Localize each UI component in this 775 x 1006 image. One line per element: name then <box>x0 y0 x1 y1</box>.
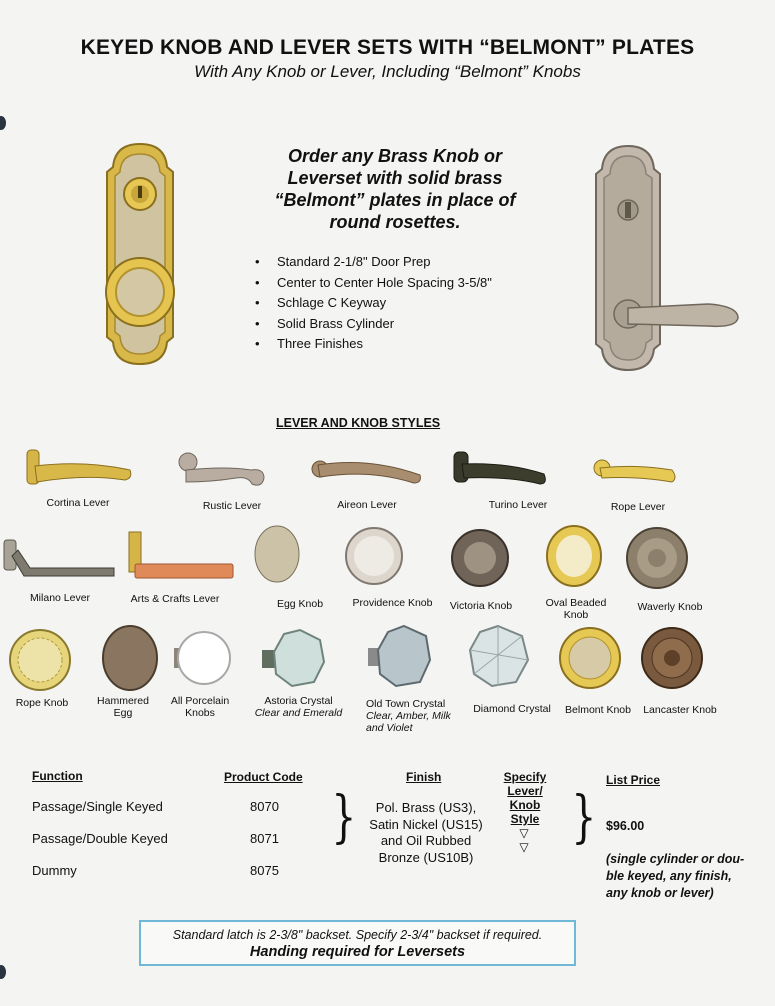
finish-line: and Oil Rubbed <box>380 833 472 848</box>
footer-note-box <box>139 920 576 966</box>
row-function-passage-single: Passage/Single Keyed <box>32 799 163 814</box>
style-mark: ▽ <box>519 840 529 854</box>
headline-line: “Belmont” plates in place of <box>274 190 516 210</box>
header-product-code: Product Code <box>224 770 303 784</box>
brace-right: } <box>571 785 597 850</box>
turino-lever-image <box>452 450 552 495</box>
label-line: Oval Beaded <box>545 597 607 609</box>
label-line: and Violet <box>366 722 413 734</box>
nickel-lever-plate-image <box>588 144 743 374</box>
porcelain-knob-image <box>172 628 232 688</box>
headline-line: Order any Brass Knob or <box>287 146 503 166</box>
egg-knob-image <box>252 524 302 589</box>
styles-heading: LEVER AND KNOB STYLES <box>276 416 441 430</box>
footer-backset-note: Standard latch is 2-3/8" backset. Specify 2-3/4" backset if required. <box>172 928 543 942</box>
row-code-8075: 8075 <box>250 863 279 878</box>
label-line: Hammered <box>97 695 149 707</box>
footer-handing-note: Handing required for Leversets <box>249 944 466 960</box>
waverly-knob-image <box>625 526 690 591</box>
brass-keyed-plate-image <box>95 142 185 367</box>
style-label-rope-knob: Rope Knob <box>15 697 69 709</box>
style-label-egg: Egg Knob <box>276 598 324 610</box>
headline-line: Leverset with solid brass <box>287 168 503 188</box>
style-label-providence: Providence Knob <box>352 597 433 609</box>
headline-line: round rosettes. <box>329 212 461 232</box>
label-line: Clear, Amber, Milk <box>366 710 451 722</box>
brace-left: } <box>331 785 357 850</box>
page-title: KEYED KNOB AND LEVER SETS WITH “BELMONT” PLATES <box>80 36 695 59</box>
aireon-lever-image <box>310 455 425 490</box>
label-line: Astoria Crystal <box>264 695 333 707</box>
rope-lever-image <box>592 456 682 496</box>
label-line: Knob <box>563 609 589 621</box>
style-label-aireon: Aireon Lever <box>337 499 397 511</box>
binder-hole-bottom <box>0 965 6 979</box>
price-note <box>606 851 744 902</box>
style-label-belmont: Belmont Knob <box>565 704 631 716</box>
label-line: Old Town Crystal <box>366 698 446 710</box>
header-function: Function <box>32 769 83 783</box>
hammered-egg-knob-image <box>100 624 160 692</box>
finish-line: Bronze (US10B) <box>378 849 474 865</box>
finish-options <box>356 800 496 866</box>
price-note-line: ble keyed, any finish, <box>606 869 732 883</box>
style-label-turino: Turino Lever <box>488 499 548 511</box>
header-style-line: Style <box>510 812 540 826</box>
list-price: $96.00 <box>606 819 645 833</box>
old-town-crystal-knob-image <box>368 624 433 689</box>
style-label-arts-crafts: Arts & Crafts Lever <box>130 593 220 605</box>
row-function-passage-double: Passage/Double Keyed <box>32 831 168 846</box>
diamond-crystal-knob-image <box>466 624 531 689</box>
header-style-line: Lever/ <box>507 784 543 798</box>
style-label-rope-lever: Rope Lever <box>610 501 666 513</box>
style-label-diamond: Diamond Crystal <box>473 703 551 715</box>
style-label-milano: Milano Lever <box>29 592 91 604</box>
header-style-line: Specify <box>503 770 547 784</box>
page-subtitle: With Any Knob or Lever, Including “Belmont” Knobs <box>194 62 581 81</box>
rope-knob-image <box>8 628 73 693</box>
style-label-old-town <box>366 698 466 734</box>
feature-item: • Three Finishes <box>255 334 492 355</box>
style-label-rustic: Rustic Lever <box>202 500 262 512</box>
feature-list <box>255 252 492 355</box>
oval-beaded-knob-image <box>544 524 604 589</box>
style-mark: ▽ <box>519 826 529 840</box>
milano-lever-image <box>2 538 117 583</box>
row-function-dummy: Dummy <box>32 863 77 878</box>
finish-line: Satin Nickel (US15) <box>369 816 483 832</box>
style-label-astoria <box>236 695 361 719</box>
belmont-knob-image <box>558 626 623 691</box>
style-label-oval-beaded <box>526 597 626 621</box>
label-line: Egg <box>113 707 133 719</box>
price-note-line: (single cylinder or dou- <box>606 852 745 866</box>
binder-hole-top <box>0 116 6 130</box>
rustic-lever-image <box>176 450 271 492</box>
lancaster-knob-image <box>640 626 705 691</box>
feature-item: • Standard 2-1/8" Door Prep <box>255 252 492 273</box>
label-line: Knobs <box>185 707 215 719</box>
header-list-price: List Price <box>606 773 661 787</box>
label-line: All Porcelain <box>170 695 230 707</box>
astoria-crystal-knob-image <box>262 626 327 691</box>
header-style <box>500 770 550 826</box>
arts-crafts-lever-image <box>125 530 235 582</box>
victoria-knob-image <box>450 526 510 591</box>
feature-item: • Center to Center Hole Spacing 3-5/8" <box>255 273 492 294</box>
feature-item: • Schlage C Keyway <box>255 293 492 314</box>
cortina-lever-image <box>25 448 135 490</box>
style-label-cortina: Cortina Lever <box>46 497 110 509</box>
style-label-porcelain <box>150 695 250 719</box>
row-code-8071: 8071 <box>250 831 279 846</box>
header-style-line: Knob <box>509 798 541 812</box>
header-finish: Finish <box>406 770 442 784</box>
label-line: Clear and Emerald <box>254 707 343 719</box>
providence-knob-image <box>344 524 404 589</box>
price-note-line: any knob or lever) <box>606 886 714 900</box>
feature-item: • Solid Brass Cylinder <box>255 314 492 335</box>
row-code-8070: 8070 <box>250 799 279 814</box>
style-label-lancaster: Lancaster Knob <box>643 704 717 716</box>
promo-headline <box>250 145 540 233</box>
style-marks <box>514 826 534 854</box>
style-label-victoria: Victoria Knob <box>449 600 513 612</box>
finish-line: Pol. Brass (US3), <box>375 800 477 815</box>
style-label-waverly: Waverly Knob <box>637 601 703 613</box>
